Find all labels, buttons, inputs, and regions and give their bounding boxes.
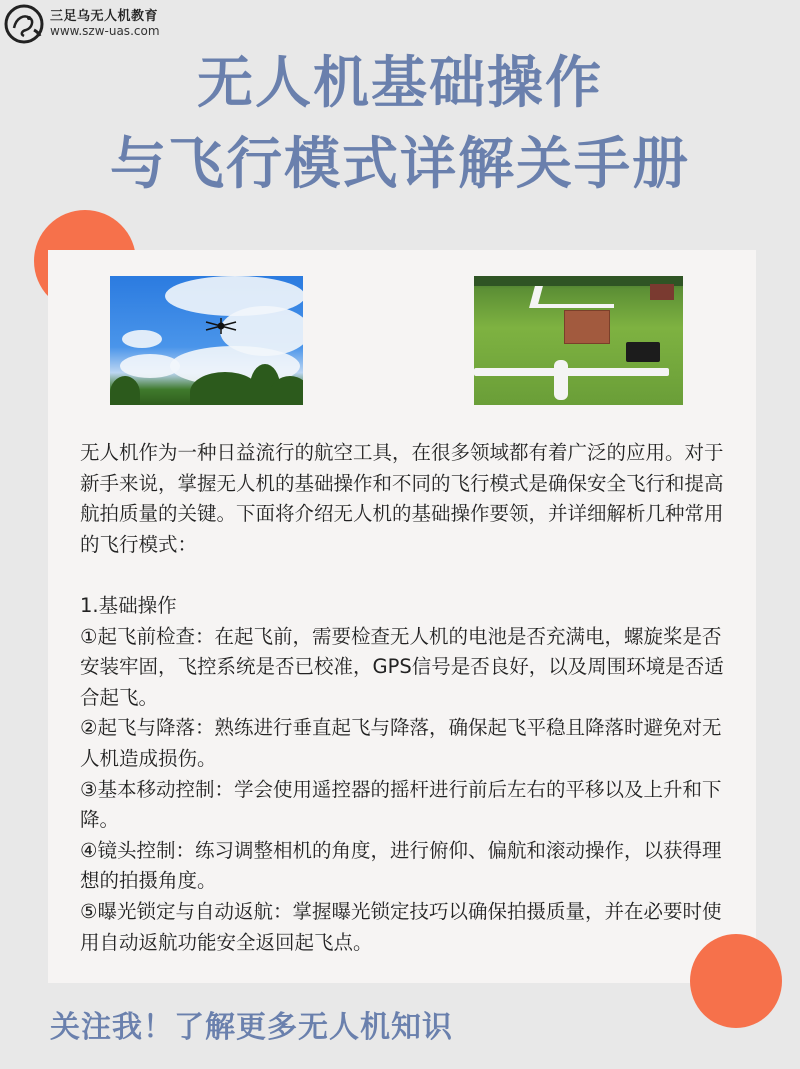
brand-url: www.szw-uas.com xyxy=(50,24,160,38)
content-card xyxy=(48,250,756,983)
page-title-line-1: 无人机基础操作 xyxy=(197,51,603,116)
list-item: ⑤曝光锁定与自动返航：掌握曝光锁定技巧以确保拍摄质量，并在必要时使用自动返航功能安全返回起飞点。 xyxy=(80,899,722,954)
intro-paragraph: 无人机作为一种日益流行的航空工具，在很多领域都有着广泛的应用。对于新手来说，掌握无人机的基础操作和不同的飞行模式是确保安全飞行和提高航拍质量的关键。下面将介绍无人机的基础操作要领，并详细解析几种常用的飞行模式： xyxy=(80,441,724,556)
list-item: ③基本移动控制：学会使用遥控器的摇杆进行前后左右的平移以及上升和下降。 xyxy=(80,777,722,832)
article-body xyxy=(80,438,730,958)
list-item: ④镜头控制：练习调整相机的角度，进行俯仰、偏航和滚动操作，以获得理想的拍摄角度。 xyxy=(80,838,722,893)
decorative-circle-bottom xyxy=(690,934,782,1028)
footer-call-to-action: 关注我！了解更多无人机知识 xyxy=(50,1010,453,1045)
page-title-line-2: 与飞行模式详解关手册 xyxy=(110,132,690,197)
brand-header xyxy=(4,4,160,44)
list-item: ①起飞前检查：在起飞前，需要检查无人机的电池是否充满电，螺旋桨是否安装牢固，飞控系统是否已校准，GPS信号是否良好，以及周围环境是否适合起飞。 xyxy=(80,624,724,709)
drone-in-sky-photo xyxy=(110,276,303,405)
brand-name: 三足乌无人机教育 xyxy=(50,9,159,24)
drone-icon xyxy=(202,316,240,336)
dragon-logo-icon xyxy=(4,4,44,44)
section-heading: 1.基础操作 xyxy=(80,593,177,617)
fixed-wing-drones-on-grass-photo xyxy=(474,276,683,405)
list-item: ②起飞与降落：熟练进行垂直起飞与降落，确保起飞平稳且降落时避免对无人机造成损伤。 xyxy=(80,716,722,770)
